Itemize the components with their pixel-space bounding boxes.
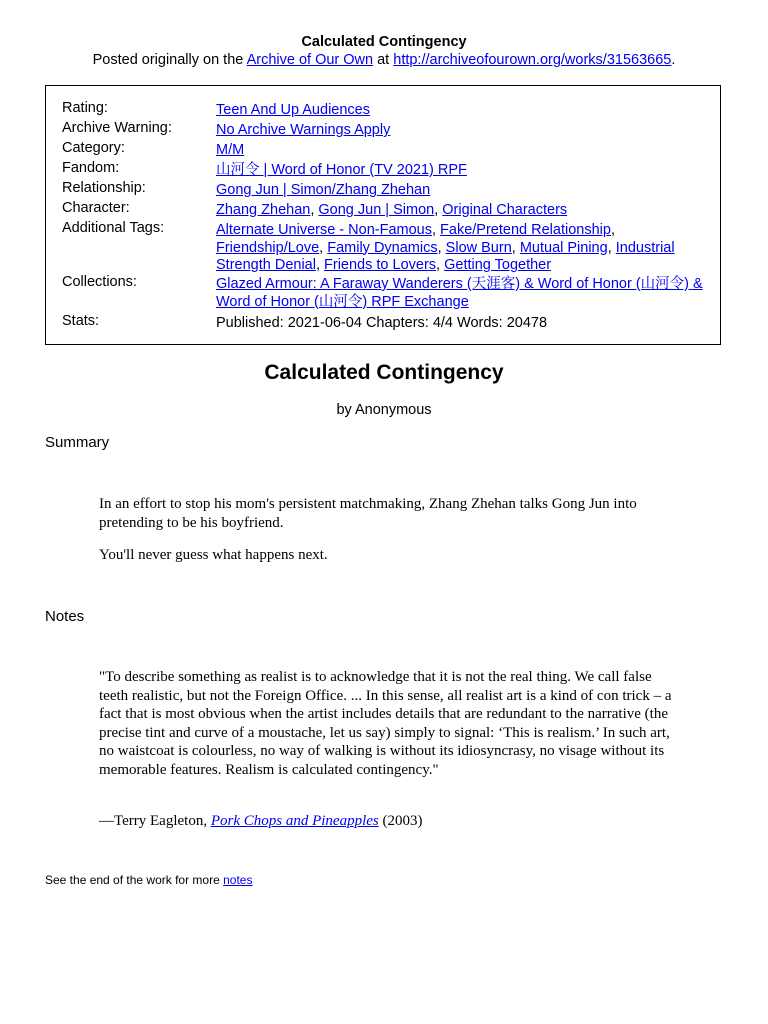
character-link[interactable]: Original Characters (442, 202, 568, 218)
category-label: Category: (62, 140, 125, 156)
period: . (671, 52, 676, 68)
work-title: Calculated Contingency (264, 361, 504, 384)
tag-link[interactable]: Friendship/Love (216, 239, 320, 256)
at-text: at (373, 52, 394, 68)
tag-link[interactable]: Alternate Universe - Non-Famous (216, 222, 432, 238)
posted-prefix: Posted originally on the (92, 52, 247, 68)
tag-link[interactable]: Getting Together (444, 257, 552, 273)
tag-link[interactable]: Slow Burn (445, 239, 512, 256)
attribution-suffix: (2003) (378, 813, 423, 829)
relationship-label: Relationship: (62, 180, 146, 196)
stats-label: Stats: (62, 313, 100, 329)
category-link[interactable]: M/M (216, 142, 245, 158)
header-title: Calculated Contingency (301, 34, 467, 50)
rating-label: Rating: (62, 100, 108, 116)
collection-link[interactable]: Glazed Armour: A Faraway Wanderers (天涯客) & Word of Honor (山河令) & Word of Honor (山河令) RPF Exchange (216, 276, 703, 310)
summary-paragraph: You'll never guess what happens next. (99, 547, 328, 563)
collections-label: Collections: (62, 274, 137, 290)
fandom-label: Fandom: (62, 160, 120, 176)
notes-heading: Notes (45, 608, 85, 625)
character-link[interactable]: Zhang Zhehan (216, 202, 311, 218)
posted-line (0, 52, 768, 68)
relationship-link[interactable]: Gong Jun | Simon/Zhang Zhehan (216, 182, 431, 198)
tag-link[interactable]: Family Dynamics (327, 239, 438, 256)
warning-label: Archive Warning: (62, 120, 172, 136)
stats-value: Published: 2021-06-04 Chapters: 4/4 Words: 20478 (216, 315, 548, 331)
character-link[interactable]: Gong Jun | Simon (318, 202, 435, 218)
summary-heading: Summary (45, 434, 110, 451)
rating-link[interactable]: Teen And Up Audiences (216, 102, 370, 118)
summary-paragraph: In an effort to stop his mom's persistent matchmaking, Zhang Zhehan talks Gong Jun into pretending to be his boyfriend. (99, 496, 637, 531)
tag-link[interactable]: Friends to Lovers (324, 257, 437, 273)
tag-link[interactable]: Mutual Pining (519, 239, 608, 256)
fandom-link[interactable]: 山河令 | Word of Honor (TV 2021) RPF (216, 162, 467, 178)
book-link[interactable]: Pork Chops and Pineapples (210, 813, 379, 829)
notes-quote: "To describe something as realist is to acknowledge that it is not the real thing. We call false teeth realistic, but not the Foreign Office. ... In this sense, all realist art is a kind of con trick – a fact that is most obvious when the artist includes details that are redundant to the narrative (the precise tint and curve of a moustache, let us say) simply to signal: ‘This is realism.’ In such art, no waistcoat is colourless, no way of walking is without its idiosyncrasy, no visage without its memorable features. Realism is calculated contingency." (99, 669, 672, 778)
tags-label: Additional Tags: (62, 220, 165, 236)
tag-link[interactable]: Fake/Pretend Relationship (440, 222, 611, 238)
end-notes-pointer (45, 873, 252, 887)
byline: by Anonymous (336, 402, 432, 418)
notes-attribution (99, 812, 679, 831)
work-url-link[interactable]: http://archiveofourown.org/works/31563665 (393, 52, 672, 68)
archive-link[interactable]: Archive of Our Own (246, 52, 374, 68)
work-metadata-box: Rating: Teen And Up Audiences Archive Warning: No Archive Warnings Apply Category: M/M Fandom: 山河令 | Word of Honor (TV 2021) RPF Relationship: Gong Jun | Simon/Zhang Zhehan Character: Zhang Zhehan, Gong Jun | Simon, Original Characters Additional Tags: Alternate Universe - Non-Famous, Fake/Pretend Relationship, Friendship/Love, Family Dynamics, Slow Burn, Mutual Pining, Industrial Strength Denial, Friends to Lovers, Getting Together Collections: Glazed Armour: A Faraway Wanderers (天涯客) & Word of Honor (山河令) & Word of Honor (山河令) RPF Exchange Stats: Published: 2021-06-04 Chapters: 4/4 Words: 20478 (45, 85, 721, 345)
warning-link[interactable]: No Archive Warnings Apply (216, 122, 391, 138)
character-label: Character: (62, 200, 130, 216)
footer-text: See the end of the work for more (45, 873, 224, 887)
end-notes-link[interactable]: notes (223, 873, 253, 887)
tag-link[interactable]: Industrial Strength Denial (216, 239, 675, 273)
attribution-prefix: —Terry Eagleton, (99, 813, 211, 829)
